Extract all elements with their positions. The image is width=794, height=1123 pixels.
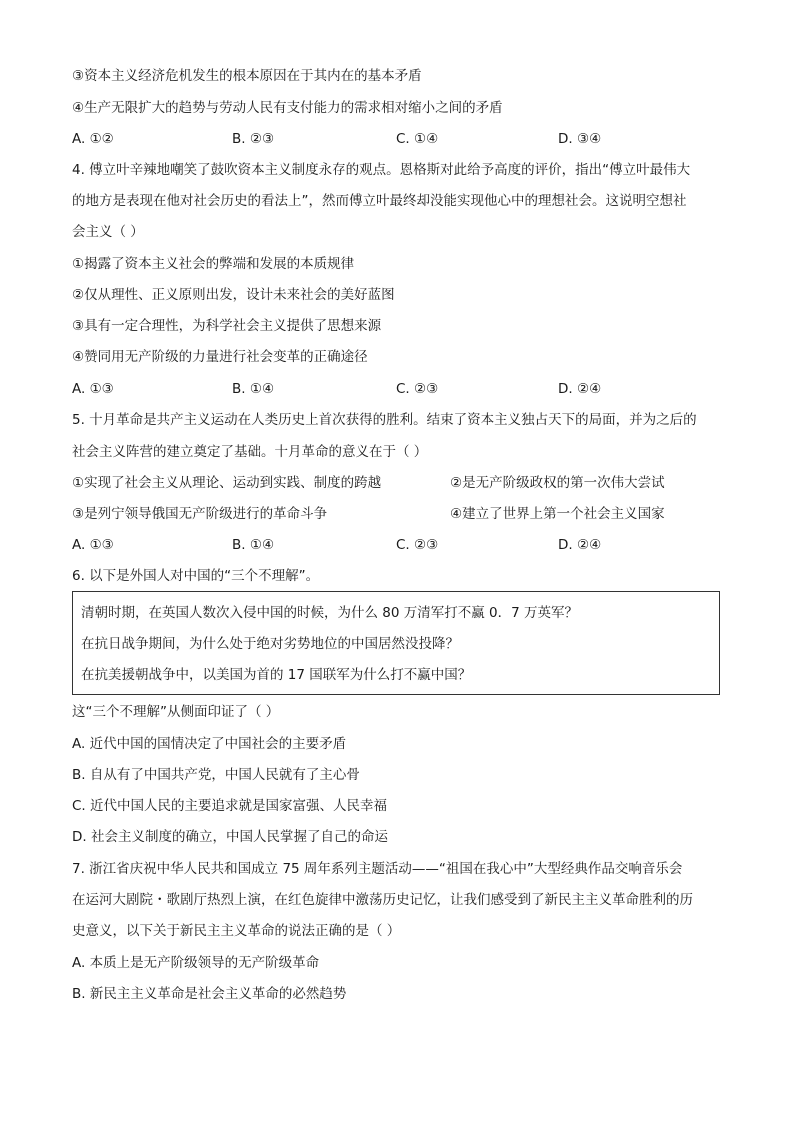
prev-statement-4: ④生产无限扩大的趋势与劳动人民有支付能力的需求相对缩小之间的矛盾 [72,100,503,116]
q5-option-a: A. ①③ [72,537,114,553]
q4-statement-2: ②仅从理性、正义原则出发，设计未来社会的美好蓝图 [72,287,395,303]
prev-option-c: C. ①④ [396,131,439,147]
q6-box-line-1: 清朝时期，在英国人数次入侵中国的时候，为什么 80 万清军打不赢 0．7 万英军？ [81,605,579,621]
q5-statement-4: ④建立了世界上第一个社会主义国家 [450,506,665,522]
prev-statement-3: ③资本主义经济危机发生的根本原因在于其内在的基本矛盾 [72,68,422,84]
q5-option-c: C. ②③ [396,537,439,553]
q4-option-c: C. ②③ [396,381,439,397]
q5-statement-1: ①实现了社会主义从理论、运动到实践、制度的跨越 [72,475,382,491]
q7-option-a: A. 本质上是无产阶级领导的无产阶级革命 [72,955,320,971]
q6-material-box [72,591,720,695]
q6-option-c: C. 近代中国人民的主要追求就是国家富强、人民幸福 [72,798,388,814]
q6-box-line-3: 在抗美援朝战争中，以美国为首的 17 国联军为什么打不赢中国？ [81,667,472,683]
q7-stem-line-2: 在运河大剧院・歌剧厅热烈上演，在红色旋律中激荡历史记忆，让我们感受到了新民主主义革命胜利的历 [72,892,693,908]
q5-statement-3: ③是列宁领导俄国无产阶级进行的革命斗争 [72,506,328,522]
q5-option-b: B. ①④ [232,537,275,553]
q4-stem-line-1: 4. 傅立叶辛辣地嘲笑了鼓吹资本主义制度永存的观点。恩格斯对此给予高度的评价，指出“傅立叶最伟大 [72,162,691,178]
q4-stem-line-2: 的地方是表现在他对社会历史的看法上”，然而傅立叶最终却没能实现他心中的理想社会。这说明空想社 [72,193,687,209]
q4-statement-4: ④赞同用无产阶级的力量进行社会变革的正确途径 [72,349,368,365]
prev-option-a: A. ①② [72,131,114,147]
q4-stem-line-3: 会主义（ ） [72,224,144,240]
prev-option-d: D. ③④ [558,131,602,147]
q6-option-b: B. 自从有了中国共产党，中国人民就有了主心骨 [72,767,360,783]
q4-statement-3: ③具有一定合理性，为科学社会主义提供了思想来源 [72,318,382,334]
q7-stem-line-3: 史意义，以下关于新民主主义革命的说法正确的是（ ） [72,923,401,939]
q5-option-d: D. ②④ [558,537,602,553]
q6-option-d: D. 社会主义制度的确立，中国人民掌握了自己的命运 [72,829,388,845]
q7-stem-line-1: 7. 浙江省庆祝中华人民共和国成立 75 周年系列主题活动——“祖国在我心中”大型经典作品交响音乐会 [72,861,683,877]
q4-option-a: A. ①③ [72,381,114,397]
q4-statement-1: ①揭露了资本主义社会的弊端和发展的本质规律 [72,256,355,272]
q5-stem-line-1: 5. 十月革命是共产主义运动在人类历史上首次获得的胜利。结束了资本主义独占天下的局面，并为之后的 [72,412,697,428]
q6-box-line-2: 在抗日战争期间，为什么处于绝对劣势地位的中国居然没投降？ [81,636,459,652]
q4-option-d: D. ②④ [558,381,602,397]
q5-statement-2: ②是无产阶级政权的第一次伟大尝试 [450,475,665,491]
q5-stem-line-2: 社会主义阵营的建立奠定了基础。十月革命的意义在于（ ） [72,444,428,460]
prev-option-b: B. ②③ [232,131,275,147]
q6-option-a: A. 近代中国的国情决定了中国社会的主要矛盾 [72,736,347,752]
q7-option-b: B. 新民主主义革命是社会主义革命的必然趋势 [72,986,347,1002]
q4-option-b: B. ①④ [232,381,275,397]
q6-stem: 6. 以下是外国人对中国的“三个不理解”。 [72,568,320,584]
q6-after-box: 这“三个不理解”从侧面印证了（ ） [72,704,280,720]
